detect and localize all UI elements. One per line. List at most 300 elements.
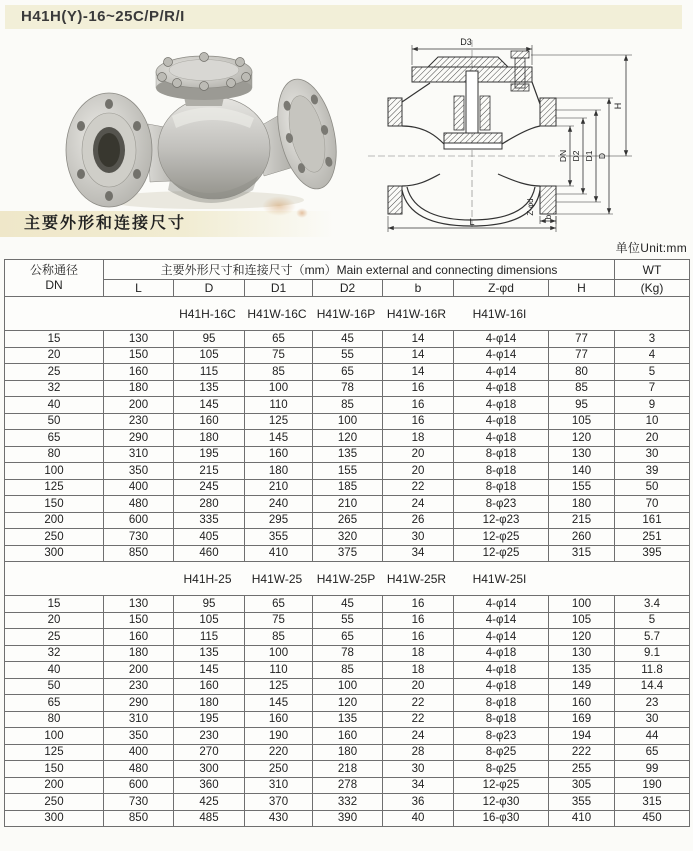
table-cell: 40: [383, 810, 454, 827]
table-cell: 16: [383, 612, 454, 629]
series-model-cell: [5, 562, 690, 596]
table-cell: 18: [383, 662, 454, 679]
table-cell: 430: [245, 810, 313, 827]
dim-label-h: H: [613, 102, 623, 110]
table-cell: 145: [245, 695, 313, 712]
table-cell: 315: [549, 545, 615, 562]
table-cell: 8-φ23: [454, 728, 549, 745]
series-model-label: H41W-25: [251, 571, 303, 586]
table-cell: 65: [245, 596, 313, 613]
table-cell: 50: [5, 413, 104, 430]
table-cell: 300: [5, 545, 104, 562]
table-cell: 45: [313, 331, 383, 348]
table-cell: 3: [615, 331, 690, 348]
table-cell: 135: [549, 662, 615, 679]
table-row: [5, 397, 690, 414]
table-cell: 30: [383, 529, 454, 546]
table-cell: 180: [313, 744, 383, 761]
table-cell: 9.1: [615, 645, 690, 662]
table-cell: 4-φ18: [454, 645, 549, 662]
table-cell: 16: [383, 596, 454, 613]
table-cell: 210: [245, 479, 313, 496]
table-cell: 65: [615, 744, 690, 761]
valve-section-svg: [350, 26, 690, 234]
valve-photo: [52, 32, 352, 214]
table-cell: 110: [245, 397, 313, 414]
table-row: [5, 479, 690, 496]
table-cell: 22: [383, 479, 454, 496]
col-header-d: D: [174, 280, 245, 297]
table-cell: 110: [245, 662, 313, 679]
table-cell: 40: [5, 662, 104, 679]
col-header-dn: [5, 260, 104, 297]
dim-label-d2: D2: [571, 150, 581, 162]
table-cell: 105: [549, 413, 615, 430]
table-cell: 310: [245, 777, 313, 794]
table-cell: 195: [174, 711, 245, 728]
table-cell: 85: [245, 364, 313, 381]
table-cell: 25: [5, 629, 104, 646]
table-row: [5, 612, 690, 629]
table-cell: 250: [5, 794, 104, 811]
table-cell: 290: [104, 430, 174, 447]
table-row: [5, 645, 690, 662]
table-cell: 395: [615, 545, 690, 562]
table-cell: 125: [5, 744, 104, 761]
table-cell: 85: [245, 629, 313, 646]
table-cell: 11.8: [615, 662, 690, 679]
table-row: [5, 463, 690, 480]
series-model-label: H41W-16P: [316, 306, 376, 321]
table-cell: 115: [174, 629, 245, 646]
table-cell: 24: [383, 496, 454, 513]
table-cell: 26: [383, 512, 454, 529]
table-cell: 20: [383, 463, 454, 480]
table-cell: 16: [383, 413, 454, 430]
table-cell: 16: [383, 397, 454, 414]
table-cell: 32: [5, 645, 104, 662]
table-cell: 350: [104, 728, 174, 745]
table-cell: 65: [245, 331, 313, 348]
table-cell: 125: [245, 413, 313, 430]
table-cell: 70: [615, 496, 690, 513]
table-cell: 32: [5, 380, 104, 397]
table-cell: 160: [174, 413, 245, 430]
table-cell: 65: [313, 364, 383, 381]
col-header-h: H: [549, 280, 615, 297]
table-cell: 15: [5, 596, 104, 613]
table-cell: 180: [174, 430, 245, 447]
col-header-b: b: [383, 280, 454, 297]
table-cell: 410: [549, 810, 615, 827]
table-cell: 130: [549, 645, 615, 662]
table-row: [5, 761, 690, 778]
table-cell: 230: [104, 678, 174, 695]
table-cell: 155: [313, 463, 383, 480]
table-cell: 5: [615, 612, 690, 629]
table-cell: 4-φ18: [454, 430, 549, 447]
table-cell: 270: [174, 744, 245, 761]
table-cell: 180: [104, 380, 174, 397]
table-cell: 194: [549, 728, 615, 745]
table-cell: 730: [104, 794, 174, 811]
table-cell: 160: [313, 728, 383, 745]
table-cell: 95: [174, 596, 245, 613]
valve-section-drawing: [350, 26, 690, 234]
table-cell: 195: [174, 446, 245, 463]
table-cell: 135: [174, 380, 245, 397]
table-cell: 105: [549, 612, 615, 629]
table-cell: 425: [174, 794, 245, 811]
table-cell: 9: [615, 397, 690, 414]
table-cell: 160: [245, 711, 313, 728]
table-cell: 14: [383, 347, 454, 364]
table-cell: 150: [5, 496, 104, 513]
table-cell: 135: [313, 446, 383, 463]
table-cell: 34: [383, 545, 454, 562]
table-cell: 4-φ14: [454, 596, 549, 613]
table-cell: 370: [245, 794, 313, 811]
table-cell: 100: [245, 645, 313, 662]
col-header-l: L: [104, 280, 174, 297]
table-cell: 22: [383, 695, 454, 712]
table-cell: 355: [549, 794, 615, 811]
table-cell: 75: [245, 347, 313, 364]
table-row: [5, 413, 690, 430]
table-cell: 39: [615, 463, 690, 480]
table-cell: 375: [313, 545, 383, 562]
table-cell: 65: [313, 629, 383, 646]
table-cell: 850: [104, 545, 174, 562]
table-cell: 150: [5, 761, 104, 778]
table-cell: 4-φ18: [454, 413, 549, 430]
col-header-main: 主要外形尺寸和连接尺寸（mm）Main external and connecting dimensions: [104, 260, 615, 280]
series-model-label: H41W-25I: [472, 571, 527, 586]
table-cell: 355: [245, 529, 313, 546]
table-cell: 850: [104, 810, 174, 827]
table-cell: 5.7: [615, 629, 690, 646]
table-cell: 8-φ18: [454, 479, 549, 496]
table-row: [5, 728, 690, 745]
table-cell: 20: [383, 678, 454, 695]
table-cell: 115: [174, 364, 245, 381]
table-cell: 4-φ14: [454, 612, 549, 629]
table-cell: 120: [313, 430, 383, 447]
table-cell: 460: [174, 545, 245, 562]
table-cell: 149: [549, 678, 615, 695]
table-cell: 78: [313, 380, 383, 397]
table-cell: 130: [549, 446, 615, 463]
table-row: [5, 496, 690, 513]
table-cell: 4-φ18: [454, 662, 549, 679]
table-cell: 200: [5, 777, 104, 794]
table-cell: 160: [174, 678, 245, 695]
table-row: [5, 446, 690, 463]
table-cell: 18: [383, 645, 454, 662]
series-model-label: H41W-25R: [386, 571, 447, 586]
table-cell: 320: [313, 529, 383, 546]
table-cell: 135: [174, 645, 245, 662]
table-cell: 85: [313, 397, 383, 414]
table-cell: 25: [5, 364, 104, 381]
table-cell: 85: [549, 380, 615, 397]
table-cell: 4-φ18: [454, 397, 549, 414]
table-cell: 410: [245, 545, 313, 562]
table-cell: 135: [313, 711, 383, 728]
table-cell: 230: [104, 413, 174, 430]
table-cell: 485: [174, 810, 245, 827]
table-cell: 305: [549, 777, 615, 794]
table-cell: 150: [104, 347, 174, 364]
table-cell: 315: [615, 794, 690, 811]
table-cell: 150: [104, 612, 174, 629]
table-cell: 12-φ30: [454, 794, 549, 811]
table-cell: 180: [549, 496, 615, 513]
table-cell: 95: [174, 331, 245, 348]
table-cell: 255: [549, 761, 615, 778]
dim-label-dn: DN: [558, 149, 568, 163]
table-cell: 8-φ25: [454, 761, 549, 778]
table-cell: 295: [245, 512, 313, 529]
table-cell: 45: [313, 596, 383, 613]
dim-label-l: L: [469, 217, 475, 227]
table-cell: 40: [5, 397, 104, 414]
series-model-row: [5, 297, 690, 331]
table-row: [5, 364, 690, 381]
table-cell: 22: [383, 711, 454, 728]
table-cell: 20: [383, 446, 454, 463]
table-cell: 480: [104, 761, 174, 778]
table-cell: 161: [615, 512, 690, 529]
table-cell: 10: [615, 413, 690, 430]
table-cell: 280: [174, 496, 245, 513]
table-cell: 8-φ18: [454, 446, 549, 463]
table-row: [5, 430, 690, 447]
col-header-wt: WT: [615, 260, 690, 280]
table-cell: 12-φ23: [454, 512, 549, 529]
table-cell: 85: [313, 662, 383, 679]
series-model-label: H41W-16R: [386, 306, 447, 321]
table-cell: 100: [549, 596, 615, 613]
table-row: [5, 678, 690, 695]
table-cell: 4: [615, 347, 690, 364]
table-cell: 245: [174, 479, 245, 496]
table-cell: 160: [245, 446, 313, 463]
table-row: [5, 331, 690, 348]
table-cell: 105: [174, 347, 245, 364]
table-cell: 4-φ14: [454, 347, 549, 364]
table-cell: 15: [5, 331, 104, 348]
table-cell: 16: [383, 629, 454, 646]
table-cell: 77: [549, 347, 615, 364]
table-cell: 12-φ25: [454, 545, 549, 562]
table-cell: 8-φ25: [454, 744, 549, 761]
table-cell: 30: [615, 711, 690, 728]
table-cell: 23: [615, 695, 690, 712]
table-cell: 4-φ18: [454, 380, 549, 397]
table-cell: 120: [549, 629, 615, 646]
table-cell: 130: [104, 331, 174, 348]
dn-header-title: 公称通径: [29, 263, 78, 277]
series-model-label: H41W-16C: [247, 306, 307, 321]
table-cell: 80: [5, 446, 104, 463]
table-row: [5, 794, 690, 811]
table-cell: 250: [5, 529, 104, 546]
table-row: [5, 347, 690, 364]
table-cell: 400: [104, 744, 174, 761]
table-cell: 8-φ23: [454, 496, 549, 513]
table-cell: 160: [549, 695, 615, 712]
table-row: [5, 545, 690, 562]
dn-header-sub: DN: [45, 278, 63, 292]
page-title: H41H(Y)-16~25C/P/R/I: [5, 5, 682, 29]
table-cell: 78: [313, 645, 383, 662]
section-header: 主要外形和连接尺寸: [0, 211, 334, 237]
table-cell: 260: [549, 529, 615, 546]
table-cell: 80: [549, 364, 615, 381]
col-header-z-d: Z-φd: [454, 280, 549, 297]
table-cell: 160: [104, 364, 174, 381]
table-cell: 210: [313, 496, 383, 513]
table-cell: 130: [104, 596, 174, 613]
table-cell: 55: [313, 347, 383, 364]
table-cell: 12-φ25: [454, 529, 549, 546]
table-row: [5, 596, 690, 613]
table-cell: 310: [104, 711, 174, 728]
table-cell: 80: [5, 711, 104, 728]
dimension-table: [4, 259, 690, 827]
table-cell: 44: [615, 728, 690, 745]
table-cell: 16-φ30: [454, 810, 549, 827]
table-cell: 600: [104, 512, 174, 529]
table-cell: 95: [549, 397, 615, 414]
table-cell: 332: [313, 794, 383, 811]
table-cell: 16: [383, 380, 454, 397]
table-cell: 160: [104, 629, 174, 646]
table-row: [5, 777, 690, 794]
dim-label-d3: D3: [460, 37, 472, 47]
table-cell: 4-φ18: [454, 678, 549, 695]
table-cell: 250: [245, 761, 313, 778]
table-cell: 100: [245, 380, 313, 397]
table-cell: 220: [245, 744, 313, 761]
table-cell: 100: [5, 463, 104, 480]
table-cell: 3.4: [615, 596, 690, 613]
table-cell: 240: [245, 496, 313, 513]
table-cell: 100: [313, 678, 383, 695]
series-model-label: H41H-25: [183, 571, 232, 586]
table-row: [5, 662, 690, 679]
table-cell: 222: [549, 744, 615, 761]
table-cell: 30: [615, 446, 690, 463]
col-header-d2: D2: [313, 280, 383, 297]
dim-label-b: b: [544, 214, 553, 220]
table-cell: 100: [313, 413, 383, 430]
table-cell: 200: [104, 397, 174, 414]
table-cell: 230: [174, 728, 245, 745]
table-row: [5, 695, 690, 712]
table-cell: 180: [174, 695, 245, 712]
table-row: [5, 529, 690, 546]
series-model-label: H41H-16C: [179, 306, 236, 321]
table-cell: 5: [615, 364, 690, 381]
table-cell: 36: [383, 794, 454, 811]
dim-label-z-d: Z-φd: [526, 198, 535, 216]
table-cell: 8-φ18: [454, 463, 549, 480]
table-cell: 75: [245, 612, 313, 629]
table-cell: 24: [383, 728, 454, 745]
series-model-row: [5, 562, 690, 596]
table-cell: 290: [104, 695, 174, 712]
table-cell: 20: [5, 347, 104, 364]
table-cell: 310: [104, 446, 174, 463]
table-cell: 14: [383, 331, 454, 348]
table-cell: 218: [313, 761, 383, 778]
table-cell: 28: [383, 744, 454, 761]
table-cell: 180: [245, 463, 313, 480]
dim-label-d: D: [597, 152, 607, 160]
table-cell: 185: [313, 479, 383, 496]
table-cell: 180: [104, 645, 174, 662]
table-cell: 65: [5, 695, 104, 712]
table-cell: 8-φ18: [454, 711, 549, 728]
table-cell: 251: [615, 529, 690, 546]
table-row: [5, 380, 690, 397]
table-cell: 7: [615, 380, 690, 397]
table-cell: 265: [313, 512, 383, 529]
dim-label-d1: D1: [584, 150, 594, 162]
col-header-d1: D1: [245, 280, 313, 297]
table-cell: 20: [615, 430, 690, 447]
table-cell: 120: [313, 695, 383, 712]
table-cell: 4-φ14: [454, 364, 549, 381]
table-cell: 105: [174, 612, 245, 629]
table-cell: 600: [104, 777, 174, 794]
table-cell: 4-φ14: [454, 331, 549, 348]
table-cell: 335: [174, 512, 245, 529]
table-cell: 99: [615, 761, 690, 778]
table-cell: 360: [174, 777, 245, 794]
table-cell: 300: [5, 810, 104, 827]
table-cell: 65: [5, 430, 104, 447]
table-cell: 12-φ25: [454, 777, 549, 794]
table-row: [5, 810, 690, 827]
table-cell: 125: [245, 678, 313, 695]
table-cell: 30: [383, 761, 454, 778]
table-cell: 8-φ18: [454, 695, 549, 712]
table-cell: 100: [5, 728, 104, 745]
table-cell: 55: [313, 612, 383, 629]
table-cell: 34: [383, 777, 454, 794]
table-cell: 145: [245, 430, 313, 447]
col-header-wt-unit: (Kg): [615, 280, 690, 297]
series-model-label: H41W-16I: [472, 306, 527, 321]
table-cell: 215: [174, 463, 245, 480]
table-cell: 4-φ14: [454, 629, 549, 646]
valve-photo-image: [52, 32, 352, 214]
series-model-cell: [5, 297, 690, 331]
table-cell: 190: [245, 728, 313, 745]
table-cell: 77: [549, 331, 615, 348]
table-cell: 450: [615, 810, 690, 827]
table-cell: 169: [549, 711, 615, 728]
table-cell: 125: [5, 479, 104, 496]
table-cell: 390: [313, 810, 383, 827]
table-cell: 18: [383, 430, 454, 447]
table-row: [5, 711, 690, 728]
series-model-label: H41W-25P: [316, 571, 376, 586]
table-row: [5, 512, 690, 529]
